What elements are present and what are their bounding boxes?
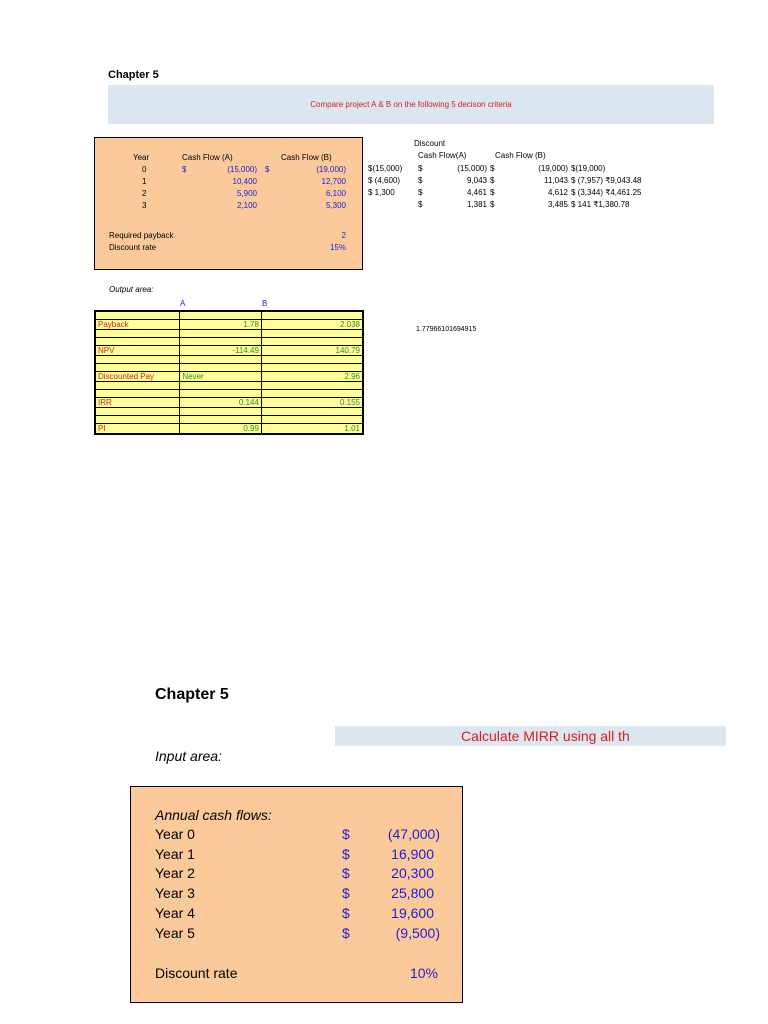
banner-text: Compare project A & B on the following 5 decison criteria [310, 100, 512, 109]
output-b-cell[interactable]: 0.155 [261, 398, 363, 408]
dollar-sign: $ [490, 188, 495, 197]
cash-flow-cell[interactable]: (9,500) [395, 925, 440, 941]
mirr-banner-text: Calculate MIRR using all th [461, 728, 630, 744]
cf-a-cell[interactable]: 5,900 [236, 189, 257, 198]
year-cell[interactable]: 0 [142, 165, 147, 174]
cum-b-cell[interactable]: $ (7,957) ₹9,043.48 [571, 176, 642, 185]
input-area-label: Input area: [155, 748, 222, 764]
year-label: Year 1 [155, 846, 195, 862]
cf-b-header: Cash Flow (B) [281, 153, 332, 162]
dollar-sign: $ [490, 200, 495, 209]
cf-b-cell[interactable]: 5,300 [325, 201, 346, 210]
cum-b-cell[interactable]: $ 141 ₹1,380.78 [571, 200, 630, 209]
dollar-sign: $ [342, 885, 350, 901]
output-a-cell[interactable]: 0.144 [180, 398, 262, 408]
cash-flow-cell[interactable]: 16,900 [391, 846, 434, 862]
dollar-sign: $ [490, 176, 495, 185]
dollar-sign: $ [342, 846, 350, 862]
output-label: Payback [95, 320, 180, 330]
discount-rate-label-2: Discount rate [155, 965, 238, 981]
chapter-title: Chapter 5 [108, 69, 159, 81]
table-row [95, 424, 363, 435]
discount-rate-value[interactable]: 15% [329, 243, 346, 252]
dollar-sign: $ [418, 176, 423, 185]
year-header: Year [133, 153, 150, 162]
annual-cash-flows-label: Annual cash flows: [155, 807, 272, 823]
output-label: PI [95, 424, 180, 435]
year-label: Year 5 [155, 925, 195, 941]
cf-a-cell[interactable]: (15,000) [227, 165, 257, 174]
dollar-sign: $ [182, 165, 187, 174]
disc-cf-b-header: Cash Flow (B) [495, 151, 546, 160]
output-a-cell[interactable]: -114.49 [180, 346, 262, 356]
output-table [94, 310, 364, 435]
disc-a-cell[interactable]: 1,381 [466, 200, 487, 209]
year-label: Year 0 [155, 826, 195, 842]
year-label: Year 4 [155, 905, 195, 921]
required-payback-value[interactable]: 2 [341, 231, 346, 240]
year-label: Year 3 [155, 885, 195, 901]
output-b-cell[interactable]: 2.038 [261, 320, 363, 330]
cash-flow-cell[interactable]: 25,800 [391, 885, 434, 901]
output-b-cell[interactable]: 140.79 [261, 346, 363, 356]
output-area-label: Output area: [109, 285, 154, 294]
disc-b-cell[interactable]: 3,485 [547, 200, 568, 209]
mirr-banner [335, 726, 726, 746]
disc-b-cell[interactable]: 4,612 [547, 188, 568, 197]
criteria-banner [108, 85, 714, 124]
table-row [95, 320, 363, 330]
output-a-cell[interactable]: 0.99 [180, 424, 262, 435]
discount-rate-label: Discount rate [109, 243, 157, 252]
output-a-cell[interactable]: Never [180, 372, 262, 382]
year-label: Year 2 [155, 865, 195, 881]
dollar-sign: $ [265, 165, 270, 174]
table-row [95, 372, 363, 382]
disc-cf-a-header: Cash Flow(A) [418, 151, 467, 160]
discount-rate-value-2[interactable]: 10% [409, 965, 438, 981]
year-cell[interactable]: 1 [142, 177, 147, 186]
cum-a-cell[interactable]: $ (4,600) [368, 176, 401, 185]
output-label: IRR [95, 398, 180, 408]
dollar-sign: $ [418, 188, 423, 197]
output-b-cell[interactable]: 1.01 [261, 424, 363, 435]
cf-b-cell[interactable]: 6,100 [325, 189, 346, 198]
col-b-label: B [262, 299, 268, 308]
cf-a-cell[interactable]: 10,400 [232, 177, 257, 186]
year-cell[interactable]: 3 [142, 201, 147, 210]
chapter-title-2: Chapter 5 [155, 686, 229, 703]
disc-a-cell[interactable]: 9,043 [466, 176, 487, 185]
output-label: Discounted Pay [95, 372, 180, 382]
dollar-sign: $ [342, 826, 350, 842]
table-row [95, 346, 363, 356]
table-row [95, 398, 363, 408]
dollar-sign: $ [418, 164, 423, 173]
output-a-cell[interactable]: 1.78 [180, 320, 262, 330]
cf-b-cell[interactable]: (19,000) [316, 165, 346, 174]
year-cell[interactable]: 2 [142, 189, 147, 198]
output-label: NPV [95, 346, 180, 356]
cash-flow-cell[interactable]: (47,000) [387, 826, 440, 842]
cf-a-header: Cash Flow (A) [182, 153, 233, 162]
disc-a-cell[interactable]: 4,461 [466, 188, 487, 197]
cum-b-cell[interactable]: $ (3,344) ₹4,461.25 [571, 188, 642, 197]
cum-a-cell[interactable]: $(15,000) [368, 164, 403, 173]
col-a-label: A [180, 299, 186, 308]
cf-b-cell[interactable]: 12,700 [321, 177, 346, 186]
dollar-sign: $ [342, 925, 350, 941]
cum-b-cell[interactable]: $(19,000) [571, 164, 606, 173]
dollar-sign: $ [490, 164, 495, 173]
required-payback-label: Required payback [109, 231, 174, 240]
cash-flow-cell[interactable]: 19,600 [391, 905, 434, 921]
disc-a-cell[interactable]: (15,000) [457, 164, 487, 173]
payback-detail-value[interactable]: 1.77966101694915 [416, 326, 477, 333]
dollar-sign: $ [342, 865, 350, 881]
cash-flow-cell[interactable]: 20,300 [391, 865, 434, 881]
output-b-cell[interactable]: 2.96 [261, 372, 363, 382]
disc-b-cell[interactable]: 11,043 [544, 176, 568, 185]
dollar-sign: $ [418, 200, 423, 209]
dollar-sign: $ [342, 905, 350, 921]
discount-header: Discount [414, 139, 446, 148]
disc-b-cell[interactable]: (19,000) [538, 164, 568, 173]
cum-a-cell[interactable]: $ 1,300 [368, 188, 395, 197]
cf-a-cell[interactable]: 2,100 [236, 201, 257, 210]
